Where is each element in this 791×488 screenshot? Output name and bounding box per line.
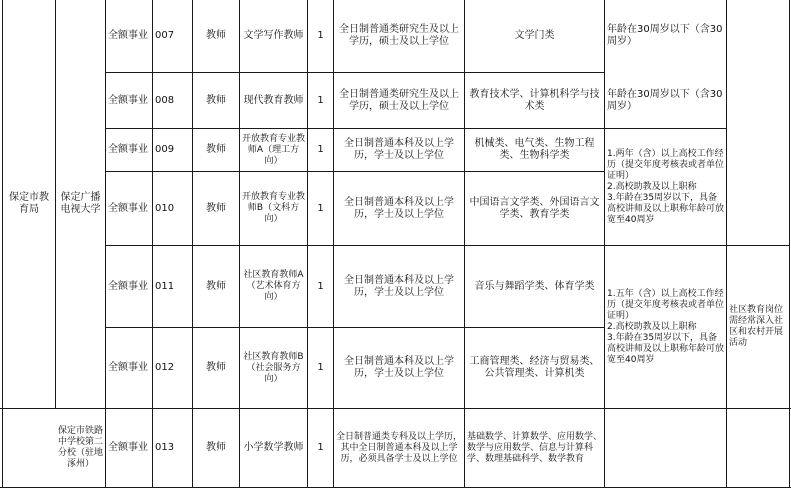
major-cell: 基础数学、计算数学、应用数学、数学与应用数学、信息与计算科学、数理基础科学、数学教育: [467, 431, 603, 464]
education-cell: 全日制普通本科及以上学历，学士及以上学位: [344, 274, 454, 298]
other-cell: [605, 409, 726, 487]
dept-cell: [3, 409, 55, 487]
category-cell: 教师: [206, 144, 226, 155]
major-cell: 中国语言文学类、外国语言文学类、教育学类: [469, 196, 600, 220]
education-cell: 全日制普通本科及以上学历，学士及以上学位: [344, 356, 454, 379]
nature-cell: 全额事业: [108, 362, 148, 373]
count-cell: 1: [317, 94, 324, 106]
code-cell: 009: [155, 144, 175, 155]
nature-cell: 全额事业: [108, 94, 148, 106]
code-cell: 011: [155, 280, 175, 292]
grid-line: [726, 0, 727, 488]
major-cell: 机械类、电气类、生物工程类、生物科学类: [474, 138, 595, 161]
nature-cell: 全额事业: [108, 280, 148, 292]
position-cell: 开放教育专业教师A（理工方向）: [242, 133, 306, 166]
education-cell: 全日制普通类研究生及以上学历，硕士及以上学位: [339, 24, 459, 47]
category-cell: 教师: [206, 30, 226, 41]
count-cell: 1: [317, 362, 324, 373]
major-cell: 教育技术学、计算机科学与技术类: [469, 88, 600, 112]
code-cell: 010: [155, 202, 175, 214]
category-cell: 教师: [206, 362, 226, 373]
code-cell: 013: [155, 442, 175, 453]
other-requirements-merged: 1.两年（含）以上高校工作经历（提交年度考核表或者单位证明） 2.高校助教及以上职称 3.年龄在35周岁以下，具备高校讲师及以上职称年龄可放宽至40周岁: [607, 148, 725, 225]
position-cell: 社区教育教师A（艺术体育方向）: [243, 270, 304, 302]
position-cell: 社区教育教师B（社会服务方向）: [243, 351, 304, 384]
nature-cell: 全额事业: [108, 202, 148, 214]
count-cell: 1: [317, 30, 324, 41]
count-cell: 1: [317, 144, 324, 155]
code-cell: 008: [155, 94, 175, 106]
count-cell: 1: [317, 442, 324, 453]
grid-line: [789, 0, 790, 488]
position-cell: 开放教育专业教师B（文科方向）: [242, 192, 306, 224]
code-cell: 007: [155, 30, 175, 41]
education-cell: 全日制普通类专科及以上学历，其中全日制普通本科及以上学历，必须具备学士及以上学位: [336, 431, 463, 464]
code-cell: 012: [155, 362, 175, 373]
count-cell: 1: [317, 280, 324, 292]
education-cell: 全日制普通本科及以上学历，学士及以上学位: [344, 196, 454, 220]
notes-cell: 社区教育岗位需经常深入社区和农村开展活动: [729, 305, 784, 348]
position-cell: 现代教育教师: [243, 94, 304, 106]
other-cell: 年龄在30周岁以下（含30周岁）: [607, 88, 723, 112]
position-cell: 文学写作教师: [243, 30, 304, 41]
education-cell: 全日制普通本科及以上学历，学士及以上学位: [344, 138, 454, 161]
major-cell: 工商管理类、经济与贸易类、公共管理类、计算机类: [469, 356, 600, 379]
major-cell: 文学门类: [514, 30, 555, 41]
category-cell: 教师: [206, 202, 226, 214]
unit-cell: 保定市铁路中学校第二分校（驻地涿州）: [58, 426, 104, 469]
unit-cell: 保定广播电视大学: [60, 192, 101, 215]
dept-cell: 保定市教育局: [9, 192, 49, 215]
nature-cell: 全额事业: [108, 442, 148, 453]
other-cell: 年龄在30周岁以下（含30周岁）: [607, 24, 723, 47]
category-cell: 教师: [206, 94, 226, 106]
position-cell: 小学数学教师: [243, 442, 304, 453]
nature-cell: 全额事业: [108, 144, 148, 155]
education-cell: 全日制普通类研究生及以上学历，硕士及以上学位: [339, 88, 459, 112]
nature-cell: 全额事业: [108, 30, 148, 41]
count-cell: 1: [317, 202, 324, 214]
major-cell: 音乐与舞蹈学类、体育学类: [474, 280, 595, 292]
category-cell: 教师: [206, 442, 226, 453]
other-requirements-merged: 1.五年（含）以上高校工作经历（提交年度考核表或者单位证明） 2.高校助教及以上职称 3.年龄在35周岁以下，具备高校讲师及以上职称年龄可放宽至40周岁: [607, 288, 725, 365]
category-cell: 教师: [206, 280, 226, 292]
